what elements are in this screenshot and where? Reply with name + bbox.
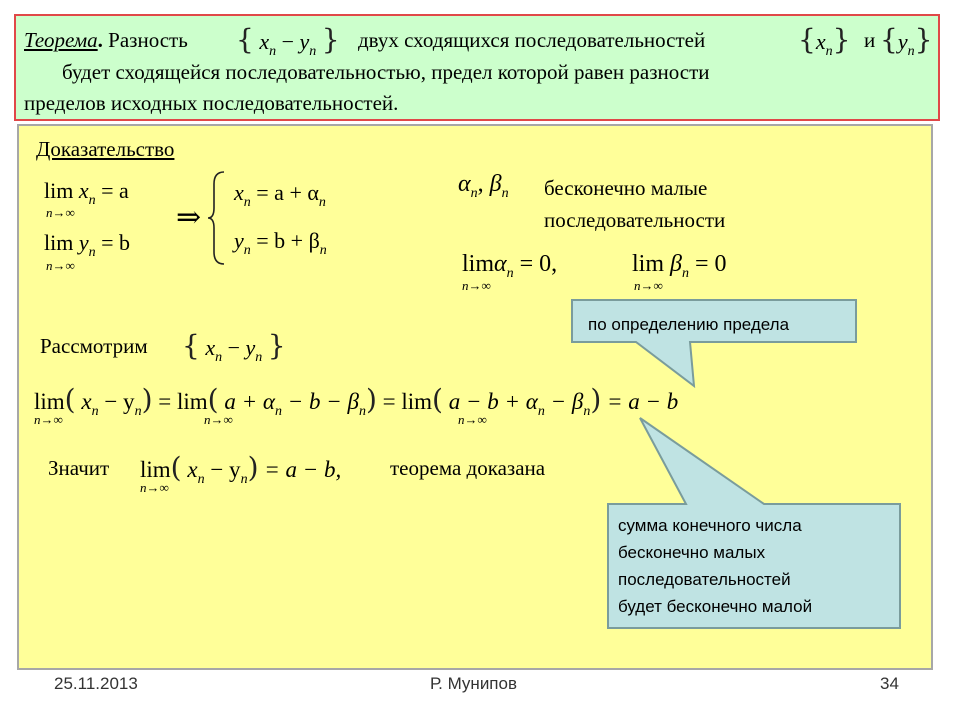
hence-lim-subscript: n→∞ — [140, 480, 169, 495]
lim-x-equation: $\lim x_n = a$ — [44, 178, 129, 208]
main-equation: lim( $x_n - y_n) = \lim$( $a + \alpha_n - b - \beta_n) = \lim$( $a - b + \alpha_n - \beta_n) = a - b$ — [34, 383, 679, 419]
seq-difference: { $x_n - y_n$ } — [236, 23, 340, 59]
proved-label: теорема доказана — [390, 456, 546, 480]
hence-equation: lim( $x_n - y_n) = a - b$, — [140, 451, 342, 487]
system-brace — [206, 168, 228, 268]
infinitesimal-label-1: бесконечно малые — [544, 176, 708, 200]
footer-author: Р. Мунипов — [430, 674, 518, 693]
subscript-n: n — [309, 44, 317, 59]
system-eq-1: $x_n = a + \alpha_n$ — [234, 180, 326, 210]
theorem-statement-line1 — [24, 30, 188, 51]
theorem-lead: Разность — [108, 28, 188, 52]
consider-label: Рассмотрим — [40, 334, 148, 358]
lim-y-subscript: n→∞ — [46, 258, 75, 273]
seq-x: $\{x_n\}$ — [798, 23, 851, 59]
consider-seq: { $x_n - y_n$ } — [182, 329, 286, 365]
theorem-of-two: двух сходящихся последовательностей — [358, 28, 706, 52]
theorem-line2: будет сходящейся последовательностью, предел которой равен разности — [62, 60, 710, 84]
theorem-line3: пределов исходных последовательностей. — [24, 91, 399, 115]
main-lim3-subscript: n→∞ — [458, 412, 487, 427]
theorem-and: и — [864, 28, 876, 52]
lim-y-equation: $\lim y_n = b$ — [44, 230, 131, 260]
main-lim2-subscript: n→∞ — [204, 412, 233, 427]
footer-date: 25.11.2013 — [54, 674, 138, 693]
callout-sum-line-1: сумма конечного числа — [618, 516, 802, 535]
seq-y: $\{y_n\}$ — [880, 23, 933, 59]
hence-label: Значит — [48, 456, 110, 480]
lim-alpha-subscript: n→∞ — [462, 278, 491, 293]
var-x: x — [259, 29, 270, 54]
callout-sum-line-3: последовательностей — [618, 570, 791, 589]
infinitesimal-label-2: последовательности — [544, 208, 726, 232]
main-lim1-subscript: n→∞ — [34, 412, 63, 427]
callout-sum-line-2: бесконечно малых — [618, 543, 766, 562]
callout-sum-line-4: будет бесконечно малой — [618, 597, 813, 616]
proof-heading: Доказательство — [36, 137, 175, 161]
implies-arrow: ⇒ — [176, 200, 202, 235]
minus-sign: − — [281, 29, 295, 54]
callout-by-definition: по определению предела — [588, 315, 790, 334]
alpha-beta: $\alpha_n$, $\beta_n$ — [458, 171, 509, 201]
theorem-title-dot: . — [97, 28, 103, 52]
footer-page-number: 34 — [880, 674, 899, 693]
system-eq-2: $y_n = b + \beta_n$ — [234, 228, 327, 258]
subscript-n: n — [269, 44, 277, 59]
theorem-title: Теорема — [24, 28, 98, 52]
var-y: y — [299, 29, 310, 54]
callout-by-definition-shape — [566, 296, 862, 390]
lim-x-subscript: n→∞ — [46, 205, 75, 220]
lim-beta-equation: $\lim \beta_n = 0$ — [632, 251, 727, 281]
lim-alpha-equation: limα$_n$ = 0, — [462, 251, 558, 281]
lim-beta-subscript: n→∞ — [634, 278, 663, 293]
